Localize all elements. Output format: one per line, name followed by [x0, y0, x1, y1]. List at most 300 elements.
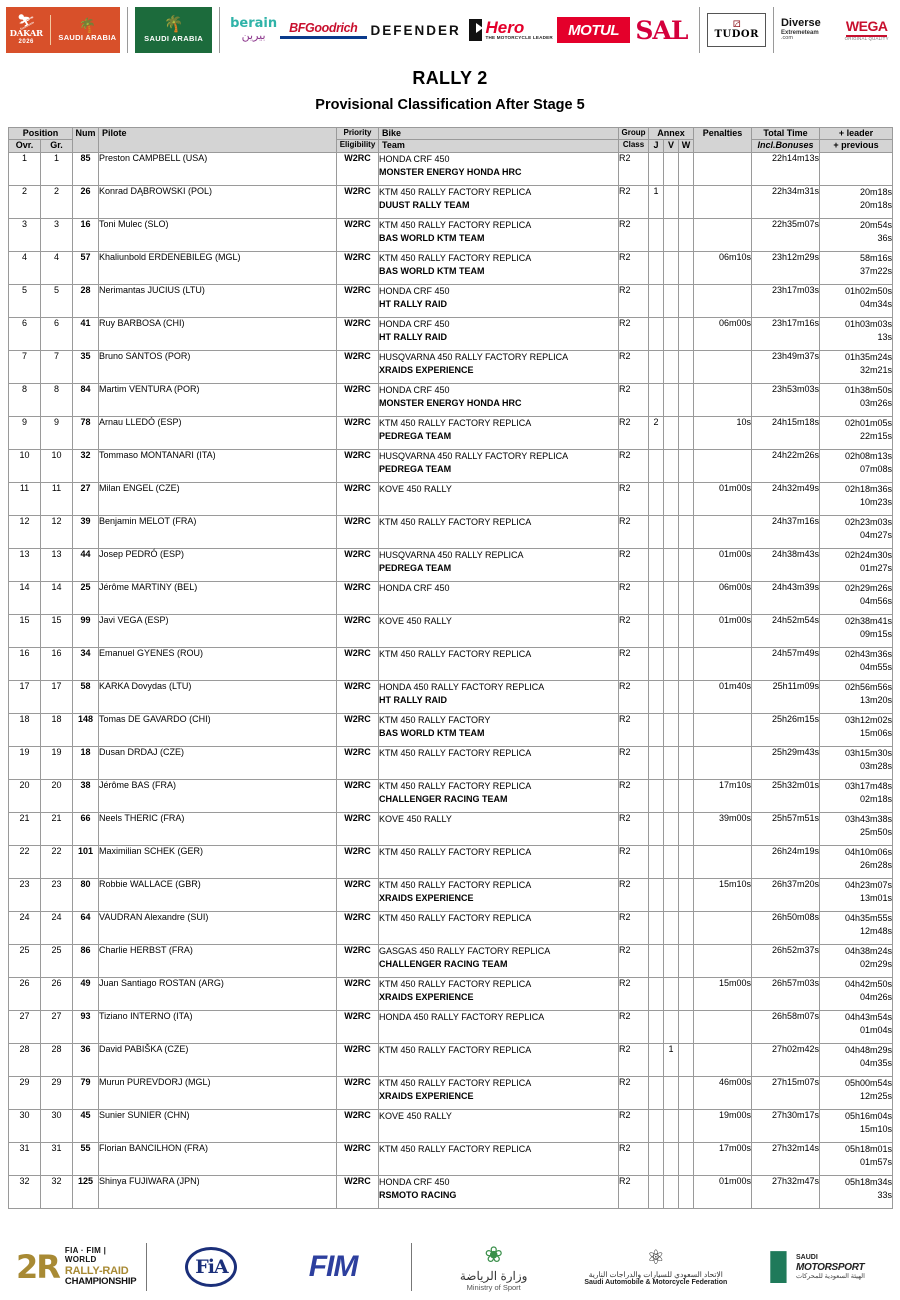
cell-total-time: 25h32m01s [752, 779, 820, 812]
classification-table [8, 127, 893, 1209]
cell-penalties [694, 944, 752, 977]
cell-annex-v [664, 218, 679, 251]
cell-annex-v [664, 317, 679, 350]
cell-position-group: 25 [41, 944, 73, 977]
cell-annex-j [649, 944, 664, 977]
gap-to-previous: 03m26s [859, 398, 893, 408]
cell-priority: W2RC [337, 845, 379, 878]
bike-team: XRAIDS EXPERIENCE [379, 364, 474, 375]
cell-num: 58 [73, 680, 99, 713]
cell-penalties: 01m00s [694, 482, 752, 515]
cell-num: 55 [73, 1142, 99, 1175]
table-body [9, 152, 893, 1208]
saudi-arabia-logo [135, 7, 212, 53]
bike-team: XRAIDS EXPERIENCE [379, 1090, 474, 1101]
fim-logo: FIM [308, 1250, 358, 1284]
cell-bike-team [379, 515, 619, 548]
gap-to-previous: 22m15s [859, 431, 893, 441]
wega-logo [839, 18, 894, 41]
cell-annex-j [649, 251, 664, 284]
cell-annex-w [679, 515, 694, 548]
cell-penalties: 01m00s [694, 614, 752, 647]
cell-annex-j: 2 [649, 416, 664, 449]
cell-penalties [694, 1043, 752, 1076]
cell-position-group: 7 [41, 350, 73, 383]
cell-num: 45 [73, 1109, 99, 1142]
cell-total-time: 25h57m51s [752, 812, 820, 845]
cell-penalties [694, 1010, 752, 1043]
cell-position-group: 14 [41, 581, 73, 614]
cell-priority: W2RC [337, 284, 379, 317]
flower-icon: ❀ [484, 1242, 503, 1268]
header-gap-previous: + previous [820, 140, 893, 152]
cell-group-class: R2 [619, 977, 649, 1010]
footer-logos [0, 1242, 900, 1292]
bike-model: HONDA 450 RALLY FACTORY REPLICA [379, 1011, 545, 1022]
cell-num: 86 [73, 944, 99, 977]
w2rc-line2: RALLY-RAID [64, 1264, 129, 1277]
cell-bike-team [379, 449, 619, 482]
bike-team: PEDREGA TEAM [379, 562, 452, 573]
cell-position-group: 18 [41, 713, 73, 746]
diverse-domain-label: .com [780, 35, 793, 42]
table-row [9, 812, 893, 845]
cell-position-overall: 15 [9, 614, 41, 647]
cell-num: 78 [73, 416, 99, 449]
dakar-year: 2026 [18, 38, 34, 45]
cell-annex-v [664, 185, 679, 218]
cell-priority: W2RC [337, 251, 379, 284]
cell-gaps [820, 1175, 893, 1208]
cell-annex-v [664, 515, 679, 548]
gap-to-leader: 05h18m34s [844, 1176, 893, 1187]
cell-position-overall: 2 [9, 185, 41, 218]
cell-num: 39 [73, 515, 99, 548]
cell-bike-team [379, 416, 619, 449]
cell-annex-v [664, 449, 679, 482]
cell-bike-team [379, 713, 619, 746]
cell-gaps [820, 911, 893, 944]
table-row [9, 548, 893, 581]
cell-position-group: 19 [41, 746, 73, 779]
cell-position-overall: 17 [9, 680, 41, 713]
gap-to-previous: 36s [877, 233, 893, 243]
bike-model: KOVE 450 RALLY [379, 813, 452, 824]
cell-position-overall: 3 [9, 218, 41, 251]
bike-model: HUSQVARNA 450 RALLY FACTORY REPLICA [379, 351, 569, 362]
cell-priority: W2RC [337, 1043, 379, 1076]
cell-num: 49 [73, 977, 99, 1010]
cell-group-class: R2 [619, 581, 649, 614]
footer-divider [411, 1243, 412, 1291]
cell-position-group: 3 [41, 218, 73, 251]
cell-pilote: Murun PUREVDORJ (MGL) [99, 1076, 337, 1109]
gap-to-leader: 02h23m03s [844, 516, 893, 527]
cell-total-time: 22h35m07s [752, 218, 820, 251]
cell-annex-w [679, 185, 694, 218]
cell-annex-w [679, 812, 694, 845]
cell-group-class: R2 [619, 251, 649, 284]
cell-annex-j [649, 1109, 664, 1142]
cell-annex-v [664, 812, 679, 845]
cell-bike-team [379, 647, 619, 680]
cell-num: 57 [73, 251, 99, 284]
cell-total-time: 24h57m49s [752, 647, 820, 680]
cell-penalties: 39m00s [694, 812, 752, 845]
gap-to-previous: 15m06s [859, 728, 893, 738]
table-row [9, 713, 893, 746]
cell-gaps [820, 1142, 893, 1175]
cell-penalties: 06m00s [694, 317, 752, 350]
cell-total-time: 26h52m37s [752, 944, 820, 977]
cell-annex-w [679, 1076, 694, 1109]
cell-num: 32 [73, 449, 99, 482]
sponsor-divider [773, 7, 774, 53]
bike-team: CHALLENGER RACING TEAM [379, 793, 508, 804]
cell-total-time: 23h17m16s [752, 317, 820, 350]
cell-annex-w [679, 152, 694, 185]
cell-pilote: Florian BANCILHON (FRA) [99, 1142, 337, 1175]
cell-position-group: 21 [41, 812, 73, 845]
cell-bike-team [379, 1142, 619, 1175]
cell-annex-v [664, 779, 679, 812]
cell-gaps [820, 251, 893, 284]
cell-annex-j [649, 350, 664, 383]
cell-num: 125 [73, 1175, 99, 1208]
cell-position-group: 28 [41, 1043, 73, 1076]
sponsor-divider [219, 7, 220, 53]
gap-to-previous: 04m56s [859, 596, 893, 606]
cell-gaps [820, 614, 893, 647]
samf-icon: ⚛ [646, 1247, 665, 1270]
cell-priority: W2RC [337, 713, 379, 746]
table-row [9, 350, 893, 383]
cell-penalties: 15m10s [694, 878, 752, 911]
cell-annex-w [679, 548, 694, 581]
cell-gaps [820, 317, 893, 350]
header-gap-leader: + leader [820, 128, 893, 140]
dakar-country-label: SAUDI ARABIA [58, 32, 117, 42]
cell-annex-j [649, 317, 664, 350]
saudi-arabia-label: SAUDI ARABIA [144, 33, 204, 43]
bike-model: KTM 450 RALLY FACTORY REPLICA [379, 186, 532, 197]
cell-bike-team [379, 614, 619, 647]
gap-to-leader: 04h38m24s [844, 945, 893, 956]
saudi-motorsport-logo [746, 1252, 890, 1283]
header-total-time: Total Time [752, 128, 820, 140]
cell-position-overall: 25 [9, 944, 41, 977]
footer-divider [146, 1243, 147, 1291]
cell-gaps [820, 449, 893, 482]
gap-to-previous: 04m34s [859, 299, 893, 309]
gap-to-previous: 04m27s [859, 530, 893, 540]
cell-gaps [820, 284, 893, 317]
cell-position-overall: 10 [9, 449, 41, 482]
gap-to-previous: 32m21s [859, 365, 893, 375]
header-num: Num [73, 128, 99, 153]
cell-num: 26 [73, 185, 99, 218]
cell-total-time: 26h24m19s [752, 845, 820, 878]
cell-position-group: 15 [41, 614, 73, 647]
cell-pilote: Konrad DĄBROWSKI (POL) [99, 185, 337, 218]
cell-position-overall: 11 [9, 482, 41, 515]
cell-penalties: 46m00s [694, 1076, 752, 1109]
cell-bike-team [379, 680, 619, 713]
dakar-rider-icon: ⛷ [16, 14, 36, 32]
cell-num: 44 [73, 548, 99, 581]
cell-annex-w [679, 383, 694, 416]
cell-annex-w [679, 845, 694, 878]
cell-pilote: Ruy BARBOSA (CHI) [99, 317, 337, 350]
gap-to-leader: 20m54s [859, 219, 893, 230]
bike-team: CHALLENGER RACING TEAM [379, 958, 508, 969]
cell-group-class: R2 [619, 185, 649, 218]
cell-position-group: 4 [41, 251, 73, 284]
cell-position-group: 12 [41, 515, 73, 548]
bike-model: GASGAS 450 RALLY FACTORY REPLICA [379, 945, 551, 956]
cell-num: 84 [73, 383, 99, 416]
cell-num: 64 [73, 911, 99, 944]
bike-team: PEDREGA TEAM [379, 430, 452, 441]
cell-pilote: Sunier SUNIER (CHN) [99, 1109, 337, 1142]
tudor-label: TUDOR [714, 29, 759, 41]
page-title: RALLY 2 [412, 68, 488, 88]
cell-penalties: 15m00s [694, 977, 752, 1010]
cell-pilote: Tiziano INTERNO (ITA) [99, 1010, 337, 1043]
cell-annex-w [679, 218, 694, 251]
cell-group-class: R2 [619, 515, 649, 548]
cell-num: 79 [73, 1076, 99, 1109]
table-row [9, 581, 893, 614]
cell-num: 36 [73, 1043, 99, 1076]
gap-to-leader: 03h43m38s [844, 813, 893, 824]
cell-priority: W2RC [337, 515, 379, 548]
bike-model: HONDA 450 RALLY FACTORY REPLICA [379, 681, 545, 692]
cell-position-overall: 29 [9, 1076, 41, 1109]
cell-priority: W2RC [337, 152, 379, 185]
table-row [9, 449, 893, 482]
cell-annex-v [664, 152, 679, 185]
cell-position-group: 31 [41, 1142, 73, 1175]
cell-num: 66 [73, 812, 99, 845]
cell-gaps [820, 482, 893, 515]
cell-group-class: R2 [619, 812, 649, 845]
gap-to-leader: 03h12m02s [844, 714, 893, 725]
gap-to-previous: 25m50s [859, 827, 893, 837]
cell-pilote: Juan Santiago ROSTAN (ARG) [99, 977, 337, 1010]
gap-to-leader: 02h38m41s [844, 615, 893, 626]
bike-model: KTM 450 RALLY FACTORY REPLICA [379, 417, 532, 428]
cell-bike-team [379, 977, 619, 1010]
table-row [9, 1142, 893, 1175]
cell-num: 41 [73, 317, 99, 350]
cell-pilote: Nerimantas JUCIUS (LTU) [99, 284, 337, 317]
header-annex-w: W [679, 140, 694, 152]
cell-group-class: R2 [619, 680, 649, 713]
cell-pilote: Martim VENTURA (POR) [99, 383, 337, 416]
cell-position-overall: 22 [9, 845, 41, 878]
cell-annex-v [664, 944, 679, 977]
gap-to-previous: 02m18s [859, 794, 893, 804]
cell-gaps [820, 383, 893, 416]
cell-annex-v [664, 416, 679, 449]
cell-position-overall: 20 [9, 779, 41, 812]
motul-logo [557, 17, 630, 43]
cell-num: 85 [73, 152, 99, 185]
diverse-label: Diverse [780, 17, 821, 30]
gap-to-leader: 02h01m05s [844, 417, 893, 428]
gap-to-leader: 04h43m54s [844, 1011, 893, 1022]
gap-to-leader: 02h43m36s [844, 648, 893, 659]
cell-penalties [694, 350, 752, 383]
cell-priority: W2RC [337, 1175, 379, 1208]
cell-group-class: R2 [619, 911, 649, 944]
bike-model: KTM 450 RALLY FACTORY REPLICA [379, 252, 532, 263]
cell-priority: W2RC [337, 944, 379, 977]
document-titles [0, 68, 900, 113]
cell-total-time: 22h14m13s [752, 152, 820, 185]
cell-num: 80 [73, 878, 99, 911]
cell-num: 35 [73, 350, 99, 383]
cell-position-overall: 26 [9, 977, 41, 1010]
cell-annex-v [664, 845, 679, 878]
cell-total-time: 27h32m14s [752, 1142, 820, 1175]
cell-gaps [820, 515, 893, 548]
cell-bike-team [379, 1010, 619, 1043]
cell-priority: W2RC [337, 647, 379, 680]
header-pilote: Pilote [99, 128, 337, 153]
cell-annex-j [649, 746, 664, 779]
cell-total-time: 24h15m18s [752, 416, 820, 449]
table-row [9, 845, 893, 878]
table-header [9, 128, 893, 153]
cell-annex-j [649, 581, 664, 614]
cell-annex-w [679, 647, 694, 680]
cell-annex-j [649, 878, 664, 911]
cell-priority: W2RC [337, 449, 379, 482]
cell-position-group: 11 [41, 482, 73, 515]
cell-penalties [694, 713, 752, 746]
cell-priority: W2RC [337, 416, 379, 449]
gap-to-previous: 07m08s [859, 464, 893, 474]
cell-gaps [820, 548, 893, 581]
cell-pilote: Benjamin MELOT (FRA) [99, 515, 337, 548]
cell-group-class: R2 [619, 1010, 649, 1043]
samf-english-label: Saudi Automobile & Motorcycle Federation [584, 1279, 728, 1287]
cell-pilote: Emanuel GYENES (ROU) [99, 647, 337, 680]
header-eligibility: Eligibility [337, 140, 379, 152]
cell-pilote: KARKA Dovydas (LTU) [99, 680, 337, 713]
cell-pilote: Tomas DE GAVARDO (CHI) [99, 713, 337, 746]
cell-priority: W2RC [337, 812, 379, 845]
table-row [9, 152, 893, 185]
cell-priority: W2RC [337, 1109, 379, 1142]
gap-to-leader: 02h08m13s [844, 450, 893, 461]
cell-annex-w [679, 482, 694, 515]
cell-annex-v [664, 911, 679, 944]
cell-penalties: 01m40s [694, 680, 752, 713]
cell-position-overall: 6 [9, 317, 41, 350]
cell-total-time: 23h49m37s [752, 350, 820, 383]
motul-label: MOTUL [568, 21, 619, 39]
table-row [9, 647, 893, 680]
cell-pilote: Toni Mulec (SLO) [99, 218, 337, 251]
header-group: Group [619, 128, 649, 140]
cell-annex-w [679, 449, 694, 482]
fia-logo [157, 1247, 265, 1287]
gap-to-leader: 20m18s [859, 186, 893, 197]
table-row [9, 746, 893, 779]
cell-position-overall: 16 [9, 647, 41, 680]
cell-total-time: 24h38m43s [752, 548, 820, 581]
cell-pilote: Neels THERIC (FRA) [99, 812, 337, 845]
gap-to-leader: 02h18m36s [844, 483, 893, 494]
cell-position-group: 32 [41, 1175, 73, 1208]
table-row [9, 515, 893, 548]
cell-penalties [694, 845, 752, 878]
cell-num: 25 [73, 581, 99, 614]
cell-priority: W2RC [337, 317, 379, 350]
bike-model: KOVE 450 RALLY [379, 615, 452, 626]
table-row [9, 1043, 893, 1076]
diverse-sub-label: Extremeteam [780, 29, 819, 36]
gap-to-leader: 03h15m30s [844, 747, 893, 758]
cell-group-class: R2 [619, 152, 649, 185]
cell-position-group: 22 [41, 845, 73, 878]
cell-annex-v [664, 878, 679, 911]
cell-penalties: 01m00s [694, 548, 752, 581]
page-subtitle: Provisional Classification After Stage 5 [315, 97, 585, 113]
cell-annex-w [679, 1109, 694, 1142]
hero-tagline: THE MOTORCYCLE LEADER [485, 35, 553, 41]
cell-annex-w [679, 878, 694, 911]
cell-bike-team [379, 383, 619, 416]
gap-to-previous: 13m01s [859, 893, 893, 903]
cell-gaps [820, 713, 893, 746]
cell-bike-team [379, 482, 619, 515]
cell-position-group: 20 [41, 779, 73, 812]
bike-model: KOVE 450 RALLY [379, 1110, 452, 1121]
cell-pilote: Khaliunbold ERDENEBILEG (MGL) [99, 251, 337, 284]
cell-penalties: 06m00s [694, 581, 752, 614]
cell-bike-team [379, 911, 619, 944]
table-row [9, 416, 893, 449]
dakar-2026-logo [6, 7, 120, 53]
cell-annex-w [679, 779, 694, 812]
cell-bike-team [379, 1043, 619, 1076]
cell-penalties: 17m00s [694, 1142, 752, 1175]
cell-annex-v [664, 713, 679, 746]
cell-position-overall: 24 [9, 911, 41, 944]
cell-gaps [820, 746, 893, 779]
cell-position-overall: 18 [9, 713, 41, 746]
cell-group-class: R2 [619, 350, 649, 383]
cell-annex-j [649, 647, 664, 680]
header-annex: Annex [649, 128, 694, 140]
cell-position-group: 16 [41, 647, 73, 680]
gap-to-previous: 37m22s [859, 266, 893, 276]
bike-team: BAS WORLD KTM TEAM [379, 265, 485, 276]
berain-arabic-label: بيرين [241, 30, 266, 43]
cell-annex-j [649, 284, 664, 317]
bike-team: DUUST RALLY TEAM [379, 199, 470, 210]
bike-team: PEDREGA TEAM [379, 463, 452, 474]
cell-position-overall: 28 [9, 1043, 41, 1076]
bike-model: KTM 450 RALLY FACTORY REPLICA [379, 912, 532, 923]
bike-team: MONSTER ENERGY HONDA HRC [379, 397, 522, 408]
cell-position-group: 5 [41, 284, 73, 317]
berain-latin-label: berain [230, 16, 278, 32]
